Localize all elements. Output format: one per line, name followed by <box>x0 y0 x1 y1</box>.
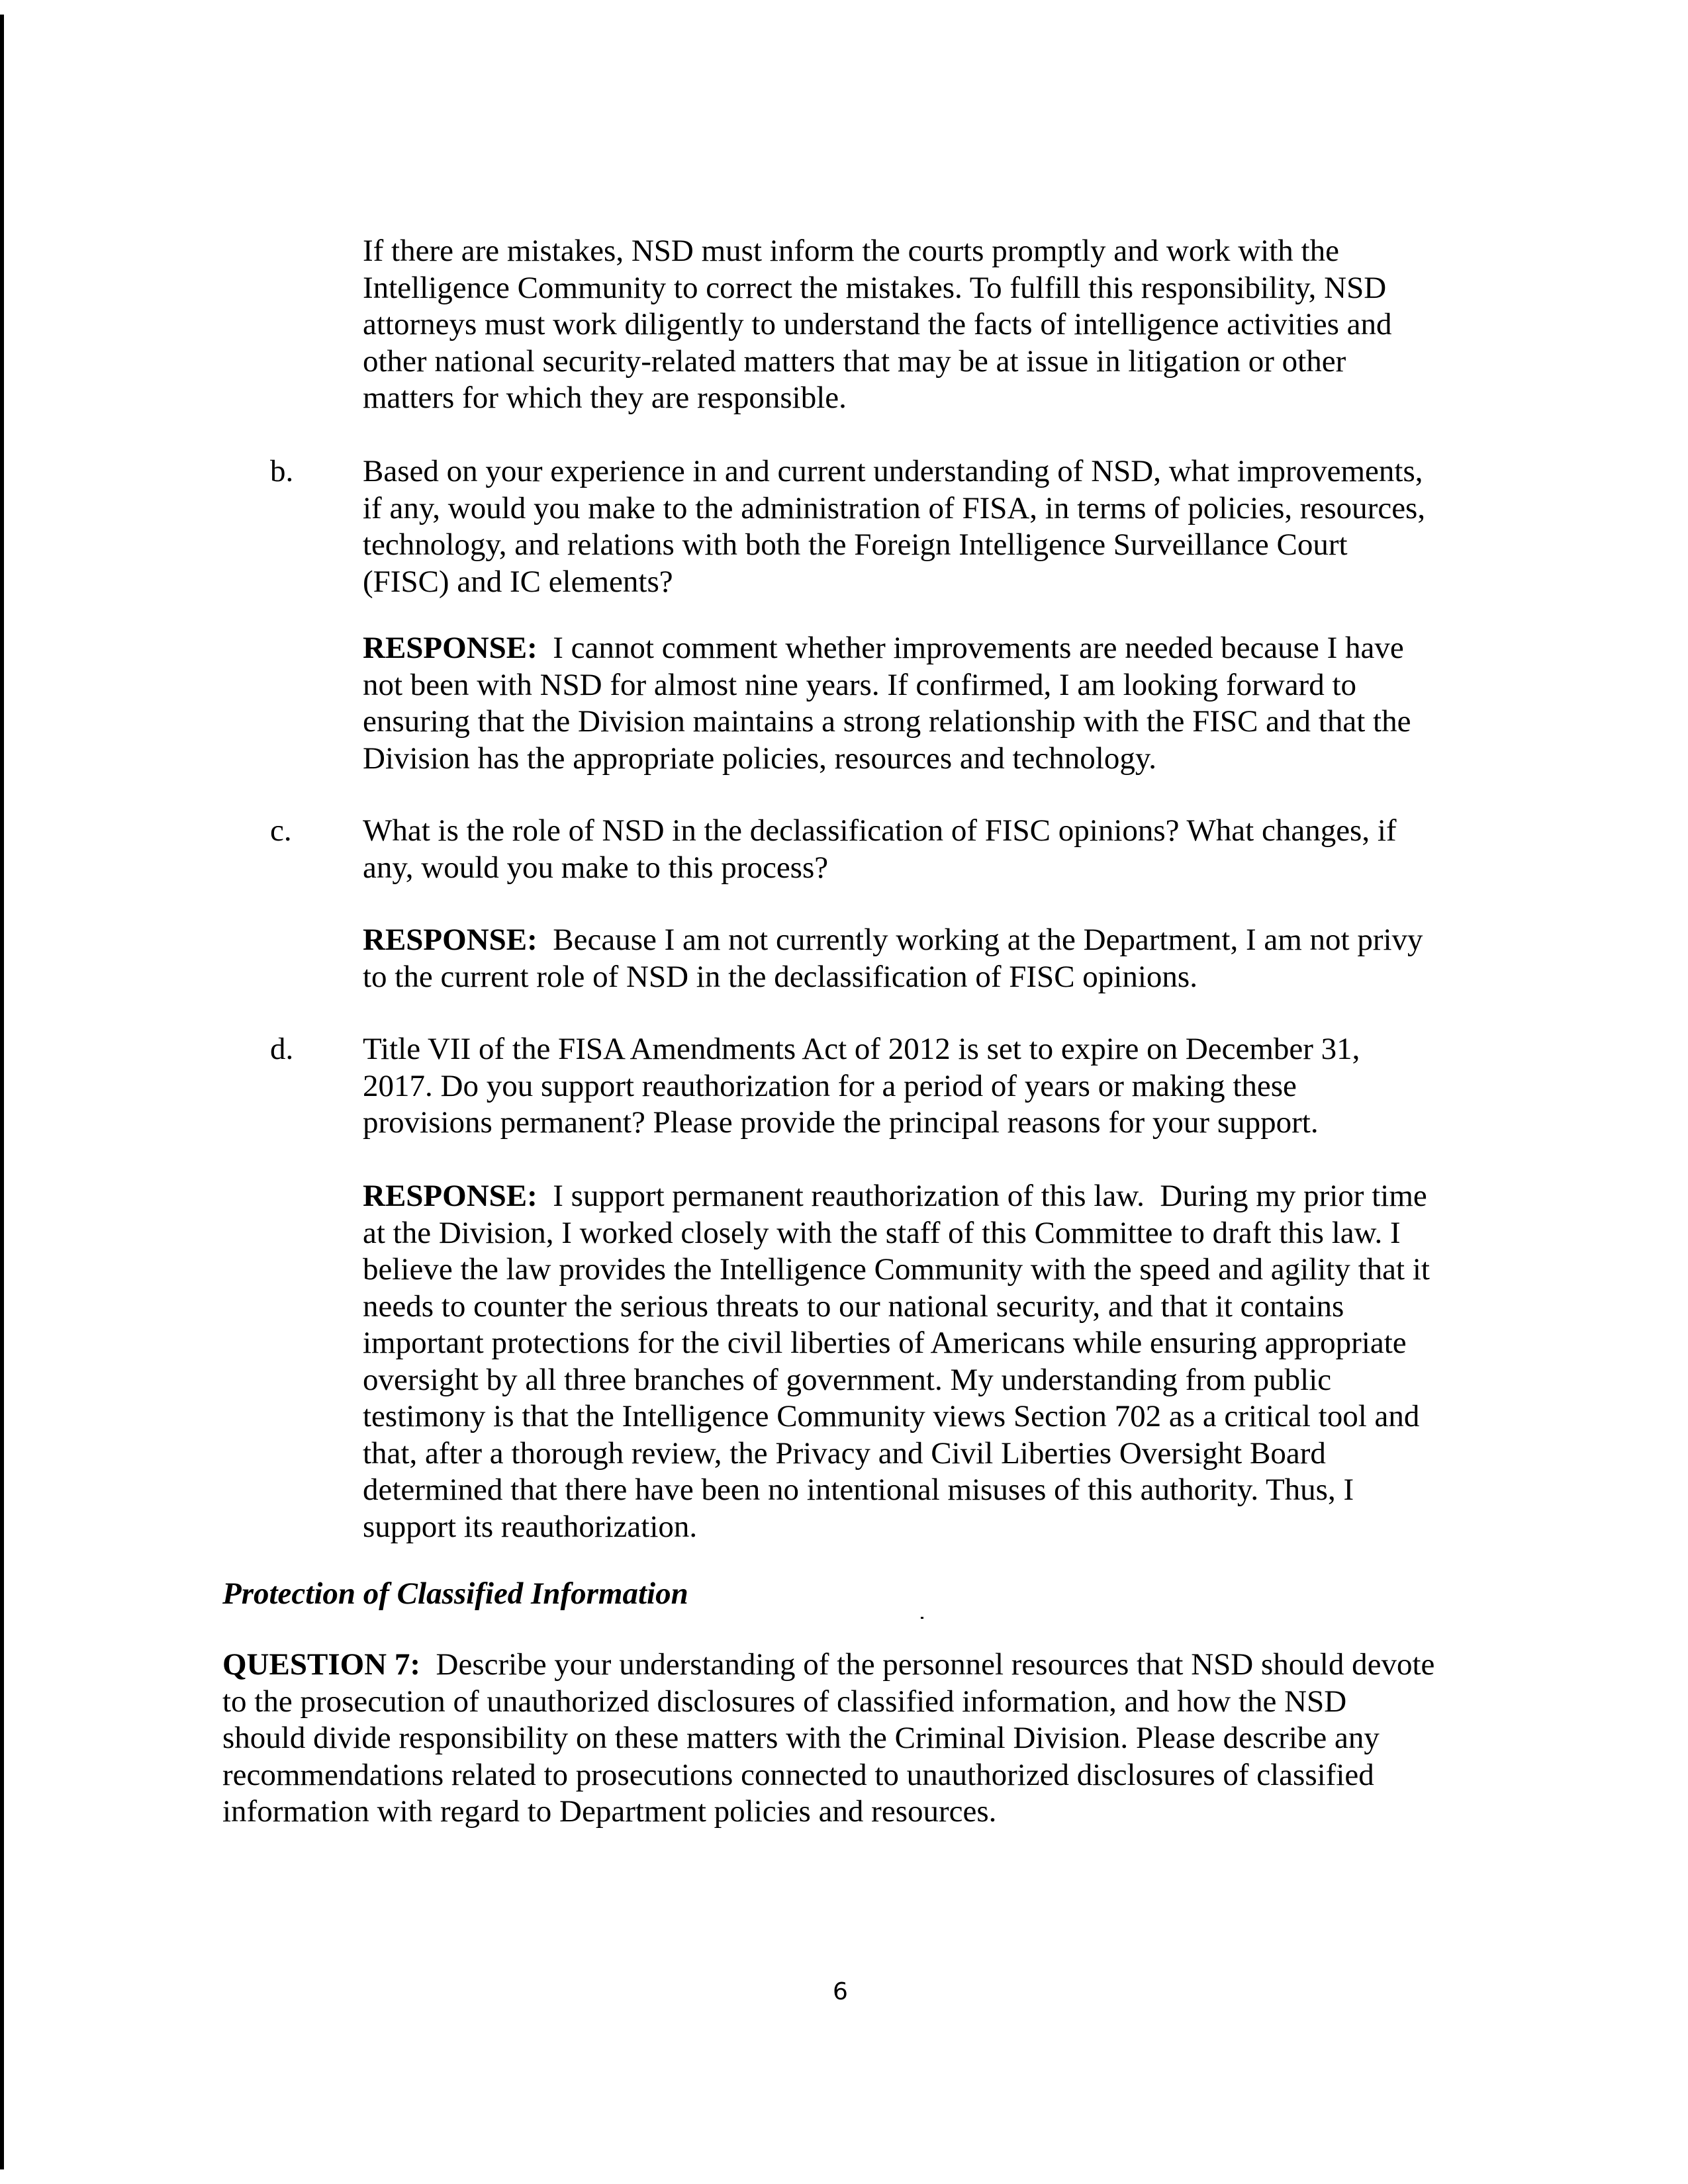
text-line: at the Division, I worked closely with the staff of this Committee to draft this law. I <box>363 1215 1401 1250</box>
text-line: determined that there have been no intentional misuses of this authority. Thus, I <box>363 1473 1354 1507</box>
scan-edge-rule <box>0 15 4 2169</box>
text-line: support its reauthorization. <box>363 1509 698 1544</box>
text-line <box>363 1178 1462 1215</box>
continuation-paragraph <box>363 233 1462 417</box>
text-line: oversight by all three branches of government. My understanding from public <box>363 1362 1332 1397</box>
text-line: recommendations related to prosecutions connected to unauthorized disclosures of classified <box>222 1757 1374 1792</box>
text-line: Title VII of the FISA Amendments Act of 2012 is set to expire on December 31, <box>363 1032 1360 1066</box>
text-line: (FISC) and IC elements? <box>363 564 673 599</box>
response-b <box>363 630 1462 777</box>
text-line <box>363 922 1462 959</box>
text-line: to the current role of NSD in the declassification of FISC opinions. <box>363 959 1197 994</box>
text-line: Division has the appropriate policies, resources and technology. <box>363 741 1157 776</box>
item-label-c: c. <box>270 813 292 848</box>
text-line: provisions permanent? Please provide the principal reasons for your support. <box>363 1105 1319 1140</box>
response-label: RESPONSE: <box>363 923 538 957</box>
item-label-d: d. <box>270 1032 294 1066</box>
response-d <box>363 1178 1462 1545</box>
text-line: testimony is that the Intelligence Community views Section 702 as a critical tool and <box>363 1399 1420 1433</box>
question-label: QUESTION 7: <box>222 1647 421 1682</box>
text-line: What is the role of NSD in the declassification of FISC opinions? What changes, if <box>363 813 1397 848</box>
text-line: needs to counter the serious threats to our national security, and that it contains <box>363 1289 1344 1324</box>
text-line <box>363 630 1462 667</box>
text-line: not been with NSD for almost nine years. If confirmed, I am looking forward to <box>363 667 1357 702</box>
item-label-b: b. <box>270 454 294 488</box>
scan-speck <box>921 1617 923 1619</box>
text-line: to the prosecution of unauthorized disclosures of classified information, and how the NSD <box>222 1684 1347 1719</box>
text-line: matters for which they are responsible. <box>363 381 847 415</box>
text-line: that, after a thorough review, the Privacy and Civil Liberties Oversight Board <box>363 1435 1326 1471</box>
response-label: RESPONSE: <box>363 1179 538 1213</box>
text-line: important protections for the civil liberties of Americans while ensuring appropriate <box>363 1326 1407 1360</box>
text-line: any, would you make to this process? <box>363 850 829 885</box>
text-line: technology, and relations with both the Foreign Intelligence Surveillance Court <box>363 527 1348 562</box>
text-line: information with regard to Department policies and resources. <box>222 1794 997 1829</box>
text-line: If there are mistakes, NSD must inform the courts promptly and work with the <box>363 234 1339 268</box>
question-c <box>363 813 1462 886</box>
response-text: I cannot comment whether improvements are needed because I have <box>537 631 1404 665</box>
text-line: other national security-related matters that may be at issue in litigation or other <box>363 343 1346 379</box>
text-line: 2017. Do you support reauthorization for a period of years or making these <box>363 1068 1297 1103</box>
text-line: attorneys must work diligently to understand the facts of intelligence activities and <box>363 307 1392 341</box>
text-line: ensuring that the Division maintains a strong relationship with the FISC and that the <box>363 704 1411 739</box>
text-line: if any, would you make to the administration of FISA, in terms of policies, resources, <box>363 490 1426 525</box>
question-text: Describe your understanding of the personnel resources that NSD should devote <box>420 1647 1435 1682</box>
question-7 <box>222 1647 1462 1831</box>
question-d <box>363 1031 1462 1142</box>
text-line: should divide responsibility on these matters with the Criminal Division. Please describe any <box>222 1721 1380 1755</box>
text-line: Intelligence Community to correct the mistakes. To fulfill this responsibility, NSD <box>363 270 1387 305</box>
text-line: believe the law provides the Intelligence Community with the speed and agility that it <box>363 1252 1430 1287</box>
section-heading: Protection of Classified Information <box>222 1576 688 1611</box>
response-text: Because I am not currently working at the Department, I am not privy <box>537 923 1423 957</box>
response-text: I support permanent reauthorization of this law. During my prior time <box>537 1179 1427 1213</box>
text-line: Based on your experience in and current understanding of NSD, what improvements, <box>363 454 1423 488</box>
question-b <box>363 453 1462 600</box>
page-number: 6 <box>833 1978 848 2005</box>
response-label: RESPONSE: <box>363 631 538 665</box>
response-c <box>363 922 1462 995</box>
text-line <box>222 1647 1462 1684</box>
